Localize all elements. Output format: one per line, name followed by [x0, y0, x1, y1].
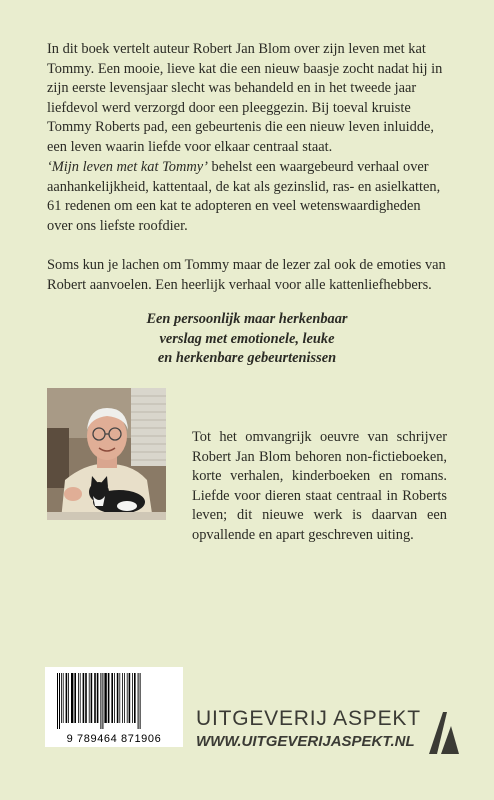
- description-paragraph-3: Soms kun je lachen om Tommy maar de lezer zal ook de emoties van Robert aanvoelen. Een heerlijk verhaal voor alle kattenliefhebbers.: [47, 257, 446, 293]
- barcode-bar: [140, 673, 141, 729]
- book-title-inline: ‘Mijn leven met kat Tommy’: [47, 159, 208, 175]
- barcode-bar: [61, 673, 62, 723]
- barcode-bar: [124, 673, 125, 723]
- publisher-logo-icon: [429, 712, 459, 754]
- barcode-bar: [114, 673, 115, 723]
- barcode-bar: [85, 673, 87, 723]
- barcode-bar: [127, 673, 128, 723]
- barcode-bar: [89, 673, 90, 723]
- pull-quote-line-2: verslag met emotionele, leuke: [159, 330, 335, 347]
- barcode-bar: [59, 673, 60, 729]
- isbn-barcode: [45, 667, 183, 747]
- description-paragraph-2: [47, 158, 447, 236]
- description-paragraph-2-text: behelst een waargebeurd verhaal over aanhankelijkheid, kattentaal, de kat als gezinslid, ras- en asielkatten, 61 redenen om een kat te adopteren en veel wetenswaardigheden over ons liefste roofdier.: [47, 159, 441, 234]
- pull-quote: [47, 310, 447, 369]
- description-paragraph-1: In dit boek vertelt auteur Robert Jan Blom over zijn leven met kat Tommy. Een mooie, lieve kat die een nieuw baasje zocht nadat hij in zijn eerste levensjaar slecht was behandeld en in het tweede jaar liefdevol werd verzorgd door een pleeggezin. Bij toeval kruiste Tommy Roberts pad, een gebeurtenis die een nieuw leven inluidde, een leven waarin liefde voor elkaar centraal staat.: [47, 41, 443, 155]
- barcode-bar: [138, 673, 139, 729]
- pull-quote-line-1: Een persoonlijk maar herkenbaar: [146, 311, 348, 327]
- pull-quote-line-3: en herkenbare gebeurtenissen: [157, 350, 337, 366]
- isbn-number: 9 789464 871906: [66, 733, 162, 745]
- barcode-bar: [129, 673, 131, 723]
- barcode-bar: [134, 673, 136, 723]
- barcode-bar: [83, 673, 85, 723]
- barcode-bar: [108, 673, 110, 723]
- barcode-bar: [97, 673, 99, 723]
- barcode-bar: [122, 673, 123, 723]
- author-bio: Tot het omvangrijk oeuvre van schrijver Robert Jan Blom behoren non-fictieboeken, korte verhalen, kinderboeken en romans. Liefde voor dieren staat centraal in Roberts leven; dit nieuwe werk is daarvan een opvallende en apart geschreven uiting.: [192, 429, 447, 543]
- author-photo: [47, 388, 166, 520]
- barcode-bar: [94, 673, 96, 723]
- barcode-bar: [119, 673, 120, 723]
- barcode-bar: [111, 673, 113, 723]
- barcode-bar: [63, 673, 64, 723]
- barcode-bar: [68, 673, 69, 723]
- barcode-bar: [74, 673, 76, 723]
- barcode-bar: [102, 673, 103, 729]
- barcode-bar: [80, 673, 81, 723]
- publisher-name: UITGEVERIJ ASPEKT: [196, 707, 421, 730]
- barcode-bar: [57, 673, 58, 729]
- barcode-bars: [45, 667, 183, 733]
- author-with-cat-image: [47, 388, 166, 520]
- barcode-bar: [117, 673, 119, 723]
- barcode-bar: [100, 673, 101, 729]
- publisher-website: WWW.UITGEVERIJASPEKT.NL: [196, 733, 415, 750]
- barcode-bar: [66, 673, 68, 723]
- barcode-bar: [104, 673, 106, 723]
- barcode-bar: [132, 673, 133, 723]
- barcode-bar: [91, 673, 93, 723]
- barcode-bar: [71, 673, 73, 723]
- barcode-bar: [78, 673, 79, 723]
